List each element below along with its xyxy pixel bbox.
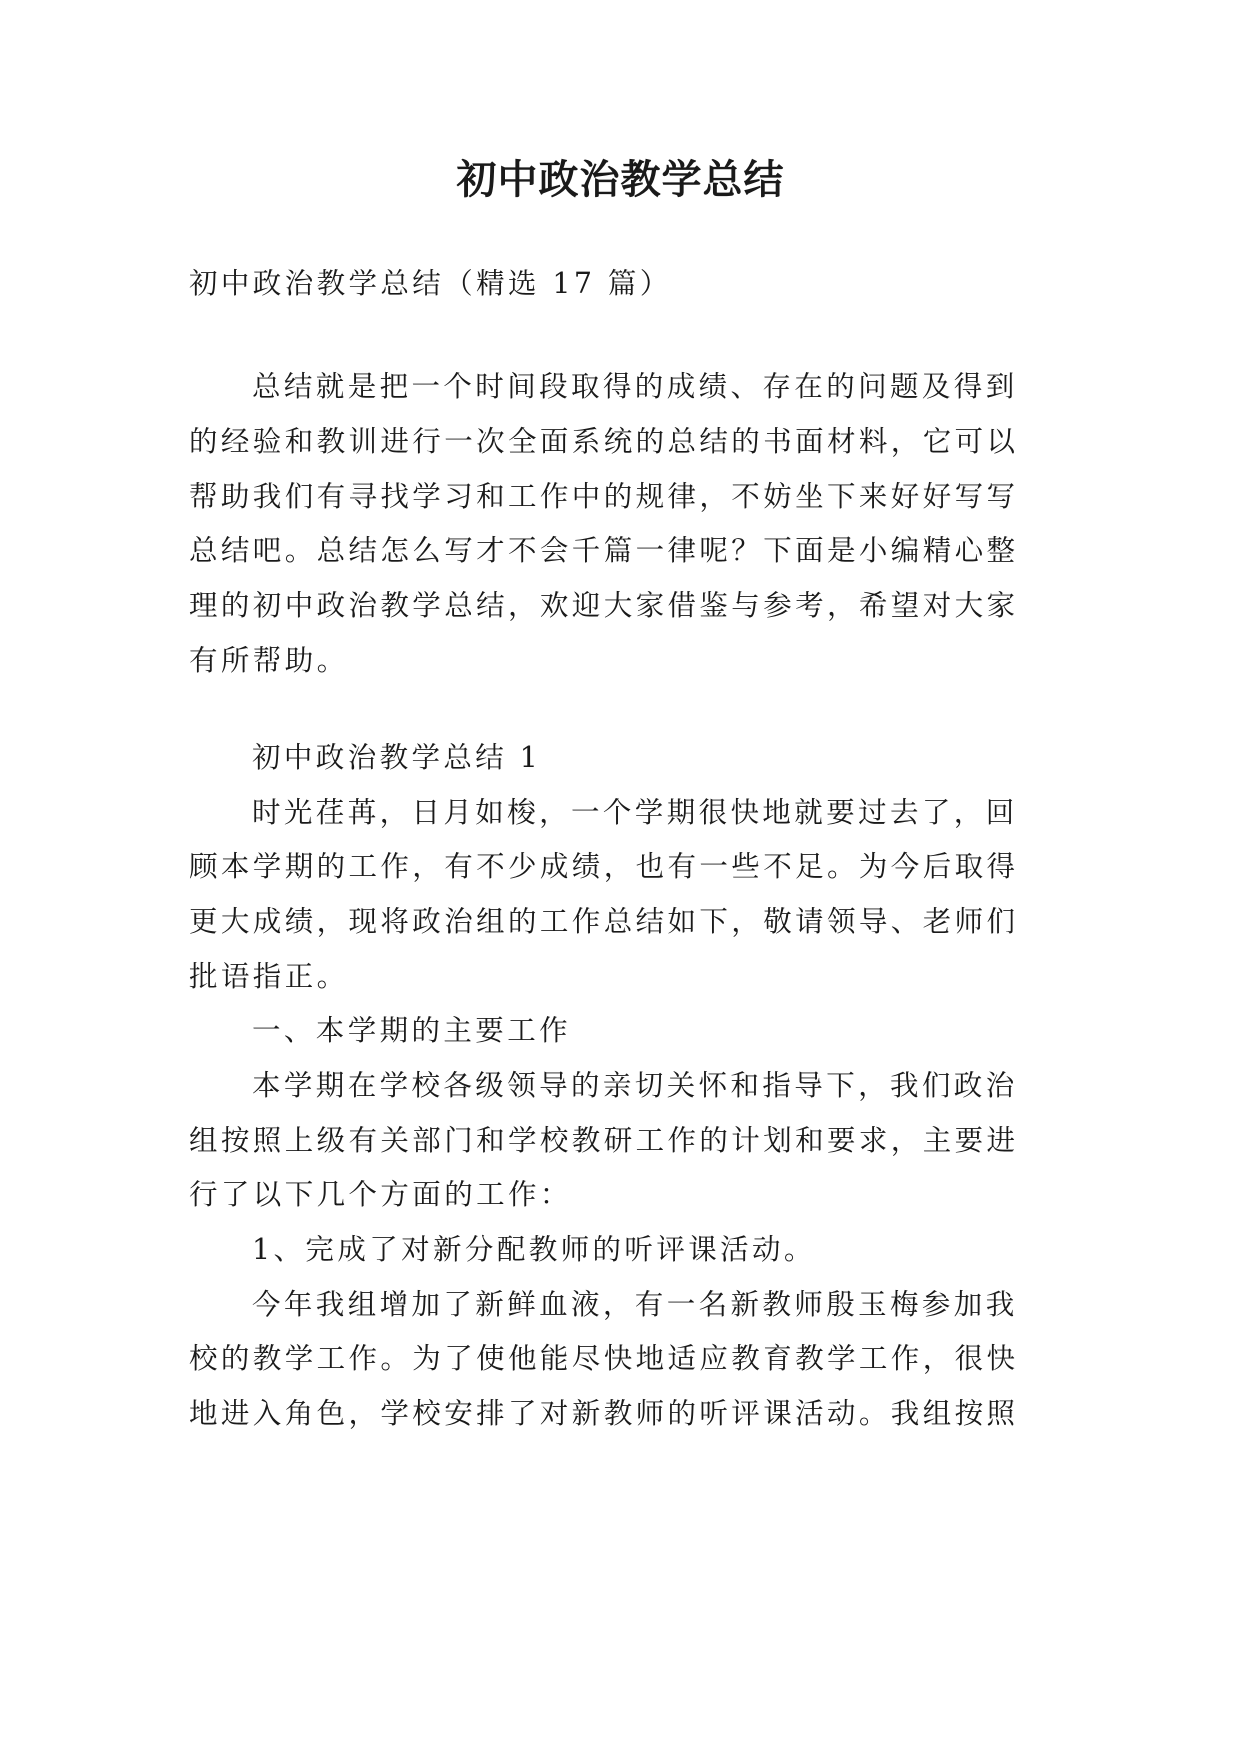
list-item: 1、完成了对新分配教师的听评课活动。 <box>252 1233 816 1266</box>
intro-line: 帮助我们有寻找学习和工作中的规律，不妨坐下来好好写写 <box>189 480 1019 513</box>
paragraph-line: 今年我组增加了新鲜血液，有一名新教师殷玉梅参加我 <box>252 1288 1018 1321</box>
paragraph-line: 组按照上级有关部门和学校教研工作的计划和要求，主要进 <box>189 1124 1019 1157</box>
section-heading: 初中政治教学总结 1 <box>252 741 542 774</box>
paragraph-line: 本学期在学校各级领导的亲切关怀和指导下，我们政治 <box>252 1069 1018 1102</box>
paragraph-line: 顾本学期的工作，有不少成绩，也有一些不足。为今后取得 <box>189 850 1019 883</box>
paragraph-line: 行了以下几个方面的工作： <box>189 1178 572 1211</box>
paragraph-line: 更大成绩，现将政治组的工作总结如下，敬请领导、老师们 <box>189 905 1019 938</box>
document-subtitle: 初中政治教学总结（精选 17 篇） <box>189 267 672 300</box>
paragraph-line: 地进入角色，学校安排了对新教师的听评课活动。我组按照 <box>189 1397 1019 1430</box>
document-title: 初中政治教学总结 <box>456 156 785 203</box>
paragraph-line: 时光荏苒，日月如梭，一个学期很快地就要过去了，回 <box>252 796 1018 829</box>
intro-line: 有所帮助。 <box>189 644 349 677</box>
paragraph-line: 批语指正。 <box>189 960 349 993</box>
intro-line: 总结吧。总结怎么写才不会千篇一律呢？下面是小编精心整 <box>189 534 1019 567</box>
subheading: 一、本学期的主要工作 <box>252 1014 572 1047</box>
paragraph-line: 校的教学工作。为了使他能尽快地适应教育教学工作，很快 <box>189 1342 1019 1375</box>
intro-line: 总结就是把一个时间段取得的成绩、存在的问题及得到 <box>252 370 1018 403</box>
intro-line: 的经验和教训进行一次全面系统的总结的书面材料，它可以 <box>189 425 1019 458</box>
intro-line: 理的初中政治教学总结，欢迎大家借鉴与参考，希望对大家 <box>189 589 1019 622</box>
